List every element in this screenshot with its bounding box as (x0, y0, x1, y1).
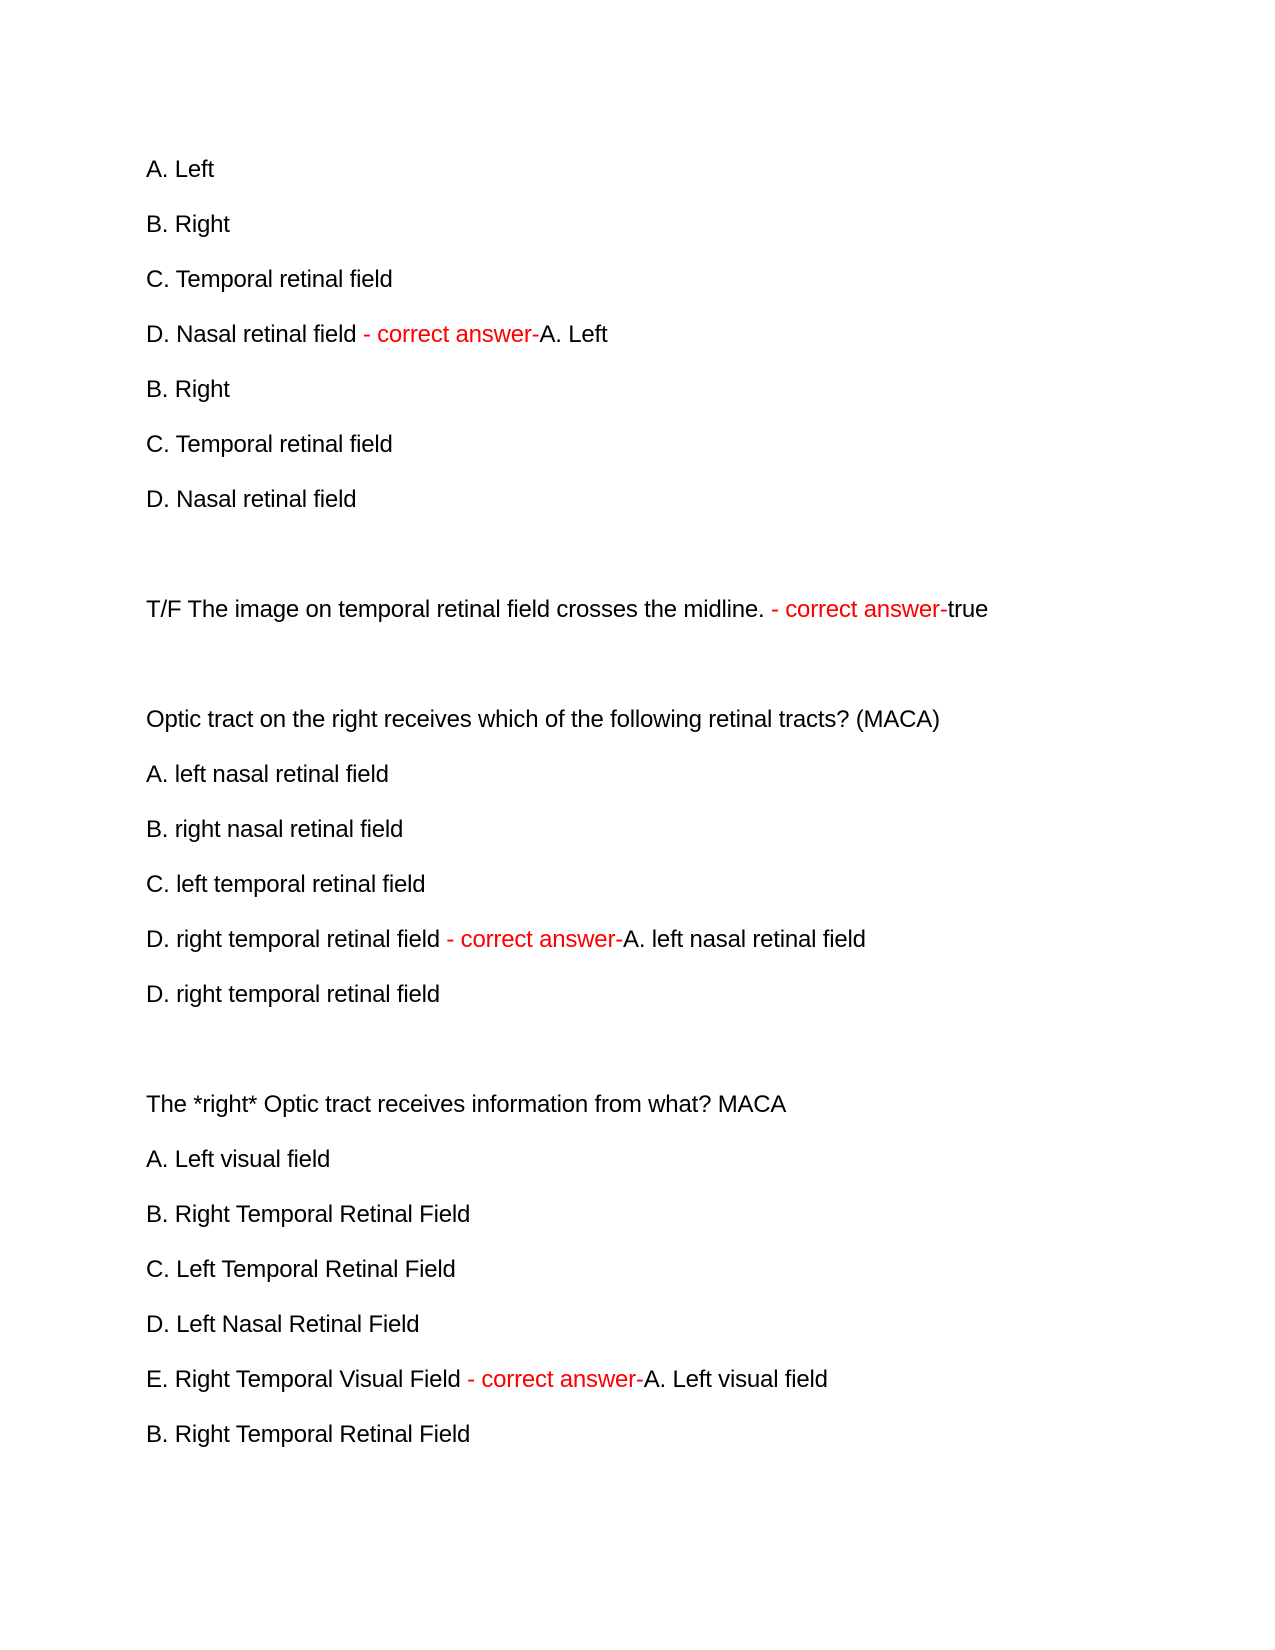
paragraph-spacer (146, 527, 1215, 582)
paragraph-spacer (146, 637, 1215, 692)
document-line (146, 1352, 1215, 1407)
text-segment: C. Temporal retinal field (146, 266, 393, 293)
paragraph-spacer (146, 1022, 1215, 1077)
text-segment: D. Left Nasal Retinal Field (146, 1311, 420, 1338)
document-line (146, 582, 1215, 637)
document-line (146, 967, 1215, 1022)
correct-answer-marker: - correct answer- (467, 1366, 644, 1393)
document-line (146, 1132, 1215, 1187)
text-segment: Optic tract on the right receives which of the following retinal tracts? (MACA) (146, 706, 940, 733)
correct-answer-marker: - correct answer- (362, 321, 540, 348)
document-line (146, 912, 1215, 967)
text-segment: B. Right Temporal Retinal Field (146, 1421, 471, 1448)
document-line (146, 692, 1215, 747)
document-line (146, 802, 1215, 857)
document-line (146, 142, 1215, 197)
document-line (146, 197, 1215, 252)
text-segment: D. right temporal retinal field (146, 926, 447, 953)
document-line (146, 307, 1215, 362)
document-line (146, 1187, 1215, 1242)
document-line (146, 857, 1215, 912)
document-line (146, 1077, 1215, 1132)
document-line (146, 1407, 1215, 1462)
text-segment: B. Right (146, 211, 230, 238)
text-segment: C. left temporal retinal field (146, 871, 426, 898)
document-line (146, 1242, 1215, 1297)
text-segment: A. Left (539, 321, 608, 348)
text-segment: B. right nasal retinal field (146, 816, 404, 843)
text-segment: A. Left visual field (643, 1366, 828, 1393)
text-segment: B. Right (146, 376, 230, 403)
text-segment: A. left nasal retinal field (623, 926, 866, 953)
text-segment: A. Left (146, 156, 214, 183)
text-segment: A. left nasal retinal field (146, 761, 389, 788)
text-segment: B. Right Temporal Retinal Field (146, 1201, 471, 1228)
document-line (146, 417, 1215, 472)
text-segment: true (947, 596, 989, 623)
document-line (146, 747, 1215, 802)
text-segment: C. Temporal retinal field (146, 431, 393, 458)
document-line (146, 472, 1215, 527)
correct-answer-marker: - correct answer- (446, 926, 624, 953)
text-segment: A. Left visual field (146, 1146, 331, 1173)
text-segment: E. Right Temporal Visual Field (146, 1366, 468, 1393)
text-segment: D. right temporal retinal field (146, 981, 440, 1008)
text-segment: D. Nasal retinal field (146, 486, 357, 513)
correct-answer-marker: - correct answer- (770, 596, 948, 623)
document-line (146, 252, 1215, 307)
text-segment: The *right* Optic tract receives information from what? MACA (146, 1091, 787, 1118)
text-segment: D. Nasal retinal field (146, 321, 363, 348)
text-segment: C. Left Temporal Retinal Field (146, 1256, 456, 1283)
document-line (146, 1297, 1215, 1352)
document-line (146, 362, 1215, 417)
text-segment: T/F The image on temporal retinal field crosses the midline. (146, 596, 771, 623)
